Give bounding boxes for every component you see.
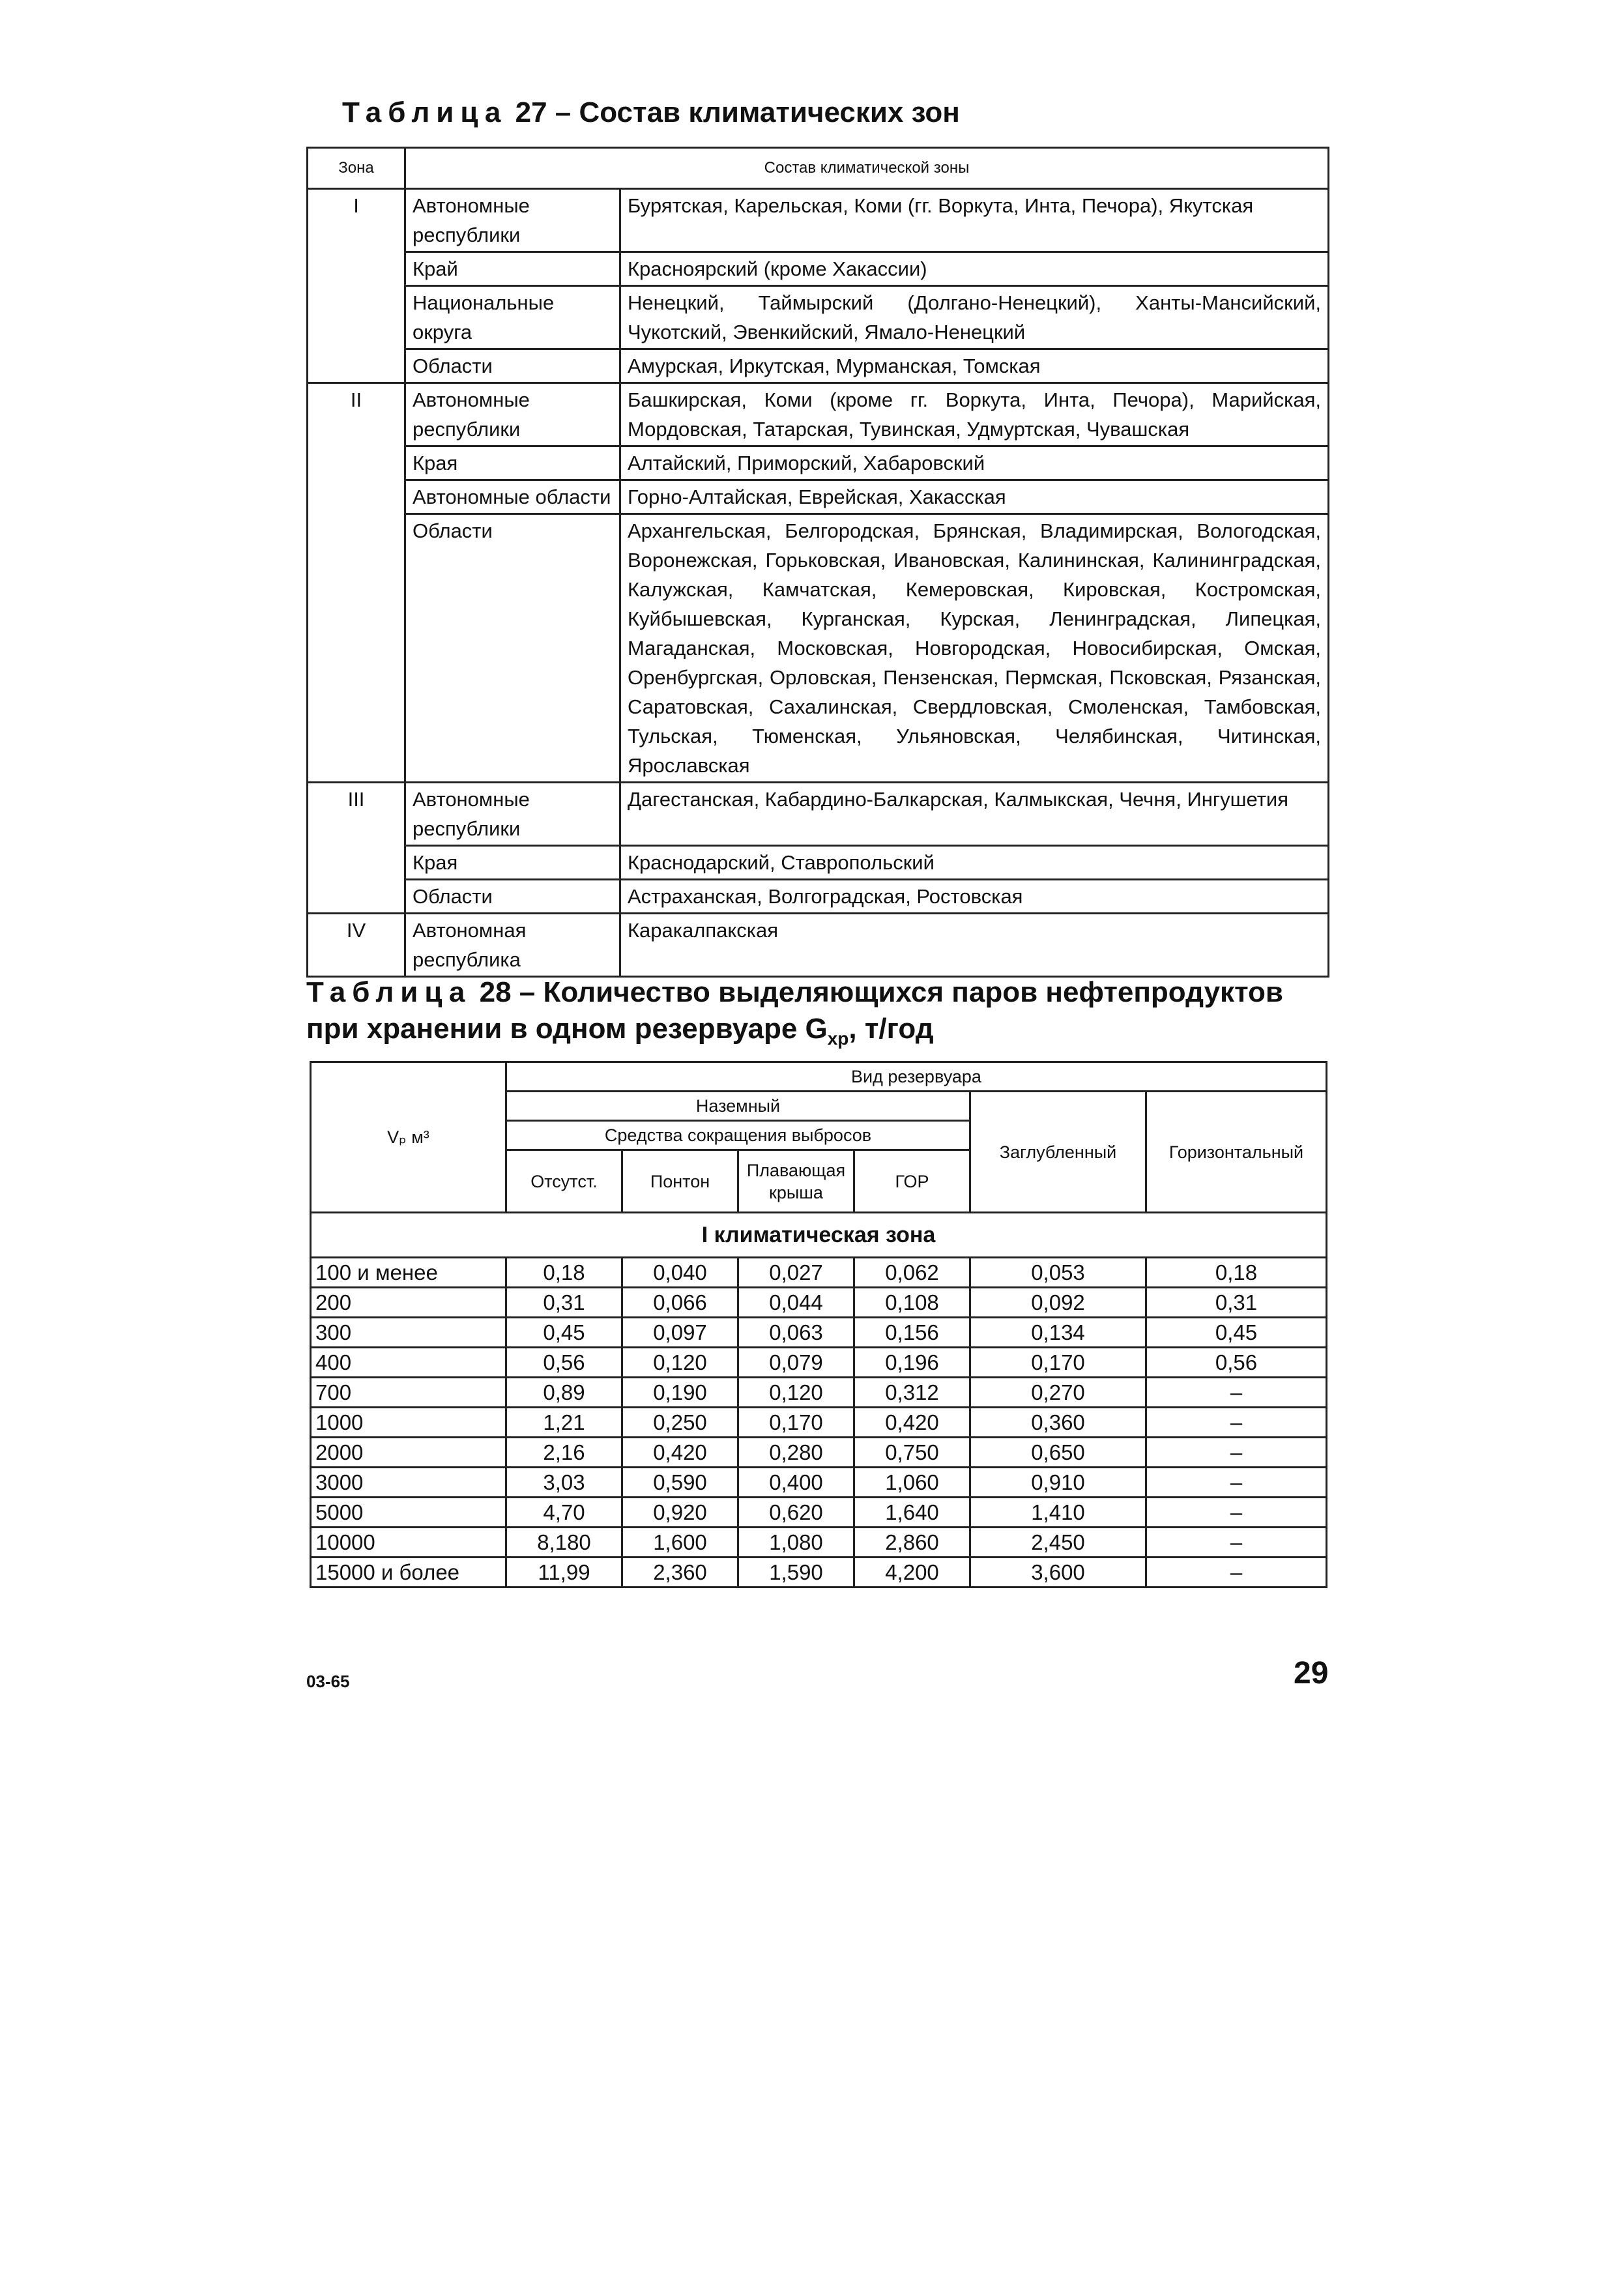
table28-value-cell: 0,170: [738, 1408, 854, 1438]
table28-volume-cell: 300: [311, 1318, 506, 1348]
table28-caption-unit: , т/год: [848, 1013, 934, 1045]
table28-row: [311, 1498, 1327, 1528]
table28-header-volume: Vₚ м³: [311, 1062, 506, 1213]
table27-category-cell: Области: [405, 349, 620, 383]
table27-regions-cell: Каракалпакская: [620, 914, 1329, 977]
table27-category-cell: Край: [405, 252, 620, 286]
table27-row: [308, 252, 1329, 286]
table27-category-cell: Области: [405, 880, 620, 914]
table27-row: [308, 349, 1329, 383]
table27-caption: [342, 94, 960, 131]
table28-row: [311, 1468, 1327, 1498]
table27-zone-cell: [308, 480, 405, 514]
table28-value-cell: 1,060: [854, 1468, 970, 1498]
table27-category-cell: Автономные республики: [405, 383, 620, 446]
table28-header-buried: Заглубленный: [970, 1092, 1146, 1213]
table28-header-floating-roof: Плавающая крыша: [738, 1150, 854, 1213]
table28-value-cell: 0,56: [506, 1348, 622, 1378]
table27-row: [308, 783, 1329, 846]
table27-category-cell: Автономные республики: [405, 783, 620, 846]
table27-regions-cell: Горно-Алтайская, Еврейская, Хакасская: [620, 480, 1329, 514]
table28-caption-line2: при хранении в одном резервуаре G: [306, 1013, 828, 1045]
table28-value-cell: 1,080: [738, 1528, 854, 1558]
table28-header-tank-type: Вид резервуара: [506, 1062, 1327, 1092]
table28-value-cell: 3,600: [970, 1558, 1146, 1588]
document-code: 03-65: [306, 1672, 350, 1691]
table28-value-cell: 0,079: [738, 1348, 854, 1378]
table27-row: [308, 846, 1329, 880]
table28-value-cell: 8,180: [506, 1528, 622, 1558]
table27-caption-prefix: Таблица: [342, 96, 508, 128]
table28-row: [311, 1408, 1327, 1438]
table28-value-cell: 0,650: [970, 1438, 1146, 1468]
table28-value-cell: 0,420: [622, 1438, 738, 1468]
table27-zone-cell: [308, 446, 405, 480]
table28-value-cell: 0,45: [506, 1318, 622, 1348]
table27-regions-cell: Ненецкий, Таймырский (Долгано-Ненецкий), Ханты-Мансийский, Чукотский, Эвенкийский, Ямало-Ненецкий: [620, 286, 1329, 349]
table28-value-cell: 1,590: [738, 1558, 854, 1588]
table28-value-cell: 0,190: [622, 1378, 738, 1408]
table28-volume-cell: 10000: [311, 1528, 506, 1558]
table28-value-cell: 0,620: [738, 1498, 854, 1528]
table28-value-cell: 0,360: [970, 1408, 1146, 1438]
table27-header-zone: Зона: [308, 148, 405, 189]
table27-category-cell: Национальные округа: [405, 286, 620, 349]
table27-zone-cell: [308, 846, 405, 880]
table28-value-cell: 0,097: [622, 1318, 738, 1348]
table28-value-cell: 0,45: [1146, 1318, 1327, 1348]
table27-row: [308, 383, 1329, 446]
table28-value-cell: 2,360: [622, 1558, 738, 1588]
table28-value-cell: 0,027: [738, 1258, 854, 1288]
table28-volume-cell: 1000: [311, 1408, 506, 1438]
table28-value-cell: 2,450: [970, 1528, 1146, 1558]
table28-value-cell: –: [1146, 1408, 1327, 1438]
table28-row: [311, 1258, 1327, 1288]
table27-regions-cell: Астраханская, Волгоградская, Ростовская: [620, 880, 1329, 914]
table28-value-cell: 1,21: [506, 1408, 622, 1438]
table28-volume-cell: 400: [311, 1348, 506, 1378]
table28-volume-cell: 15000 и более: [311, 1558, 506, 1588]
table28-value-cell: 0,053: [970, 1258, 1146, 1288]
table28-header-gor: ГОР: [854, 1150, 970, 1213]
table28-header-pontoon: Понтон: [622, 1150, 738, 1213]
table28-value-cell: –: [1146, 1498, 1327, 1528]
table28-value-cell: 2,16: [506, 1438, 622, 1468]
table27-header-composition: Состав климатической зоны: [405, 148, 1329, 189]
table27-regions-cell: Красноярский (кроме Хакассии): [620, 252, 1329, 286]
table27-category-cell: Области: [405, 514, 620, 783]
table28-value-cell: 0,56: [1146, 1348, 1327, 1378]
table27-row: [308, 480, 1329, 514]
table27-regions-cell: Краснодарский, Ставропольский: [620, 846, 1329, 880]
table28-value-cell: 3,03: [506, 1468, 622, 1498]
table28-value-cell: 0,092: [970, 1288, 1146, 1318]
table28-value-cell: 2,860: [854, 1528, 970, 1558]
table27-row: [308, 286, 1329, 349]
table27-regions-cell: Архангельская, Белгородская, Брянская, Владимирская, Вологодская, Воронежская, Горьковская, Ивановская, Калининская, Калининградская, Калужская, Камчатская, Кемеровская, Кировская, Костромская, Куйбышевская, Курганская, Курская, Ленинградская, Липецкая, Магаданская, Московская, Новгородская, Новосибирская, Омская, Оренбургская, Орловская, Пензенская, Пермская, Псковская, Рязанская, Саратовская, Сахалинская, Свердловская, Смоленская, Тамбовская, Тульская, Тюменская, Ульяновская, Челябинская, Читинская, Ярославская: [620, 514, 1329, 783]
table27-row: [308, 446, 1329, 480]
table27-regions-cell: Амурская, Иркутская, Мурманская, Томская: [620, 349, 1329, 383]
table28-volume-cell: 700: [311, 1378, 506, 1408]
vapor-emissions-table: [310, 1061, 1327, 1588]
table28-value-cell: 0,280: [738, 1438, 854, 1468]
table27-regions-cell: Башкирская, Коми (кроме гг. Воркута, Инта, Печора), Марийская, Мордовская, Татарская, Тувинская, Удмуртская, Чувашская: [620, 383, 1329, 446]
table28-value-cell: –: [1146, 1378, 1327, 1408]
table28-value-cell: 0,044: [738, 1288, 854, 1318]
table27-zone-cell: III: [308, 783, 405, 846]
table27-zone-cell: [308, 286, 405, 349]
table28-value-cell: 4,200: [854, 1558, 970, 1588]
table27-zone-cell: [308, 514, 405, 783]
table27-row: [308, 514, 1329, 783]
table28-volume-cell: 3000: [311, 1468, 506, 1498]
page-number: 29: [1294, 1656, 1329, 1690]
table28-value-cell: –: [1146, 1558, 1327, 1588]
table28-row: [311, 1288, 1327, 1318]
table28-value-cell: 0,312: [854, 1378, 970, 1408]
table27-regions-cell: Алтайский, Приморский, Хабаровский: [620, 446, 1329, 480]
table28-value-cell: 0,108: [854, 1288, 970, 1318]
table28-value-cell: –: [1146, 1438, 1327, 1468]
table27-row: [308, 189, 1329, 252]
table28-header-absent: Отсутст.: [506, 1150, 622, 1213]
table27-header-row: [308, 148, 1329, 189]
table27-category-cell: Автономная республика: [405, 914, 620, 977]
table28-value-cell: 0,134: [970, 1318, 1146, 1348]
table28-value-cell: 0,066: [622, 1288, 738, 1318]
table27-regions-cell: Дагестанская, Кабардино-Балкарская, Калмыкская, Чечня, Ингушетия: [620, 783, 1329, 846]
table28-row: [311, 1438, 1327, 1468]
table27-category-cell: Края: [405, 446, 620, 480]
table28-header-horizontal: Горизонтальный: [1146, 1092, 1327, 1213]
table27-row: [308, 880, 1329, 914]
table28-caption: [306, 974, 1283, 1057]
table28-value-cell: 4,70: [506, 1498, 622, 1528]
table28-header-reduction: Средства сокращения выбросов: [506, 1121, 970, 1150]
table28-volume-cell: 100 и менее: [311, 1258, 506, 1288]
table28-value-cell: 0,590: [622, 1468, 738, 1498]
table28-value-cell: 0,910: [970, 1468, 1146, 1498]
table28-value-cell: 1,600: [622, 1528, 738, 1558]
table28-value-cell: 0,250: [622, 1408, 738, 1438]
table28-volume-cell: 5000: [311, 1498, 506, 1528]
table27-category-cell: Края: [405, 846, 620, 880]
table28-row: [311, 1558, 1327, 1588]
table28-value-cell: 0,18: [506, 1258, 622, 1288]
table27-caption-text: 27 – Состав климатических зон: [515, 96, 960, 128]
table28-caption-prefix: Таблица: [306, 976, 472, 1008]
table28-value-cell: 0,31: [1146, 1288, 1327, 1318]
table28-zone-label: I климатическая зона: [311, 1213, 1327, 1258]
table27-zone-cell: IV: [308, 914, 405, 977]
table28-value-cell: 0,750: [854, 1438, 970, 1468]
table28-value-cell: 0,270: [970, 1378, 1146, 1408]
table27-category-cell: Автономные республики: [405, 189, 620, 252]
table28-value-cell: 0,120: [738, 1378, 854, 1408]
climate-zones-table: [306, 147, 1329, 978]
table28-value-cell: 0,156: [854, 1318, 970, 1348]
table28-volume-cell: 200: [311, 1288, 506, 1318]
table27-zone-cell: I: [308, 189, 405, 252]
table28-row: [311, 1318, 1327, 1348]
table28-value-cell: 1,640: [854, 1498, 970, 1528]
table28-value-cell: 0,196: [854, 1348, 970, 1378]
table28-value-cell: 0,120: [622, 1348, 738, 1378]
table28-volume-cell: 2000: [311, 1438, 506, 1468]
table28-value-cell: –: [1146, 1468, 1327, 1498]
table28-value-cell: 0,170: [970, 1348, 1146, 1378]
table28-row: [311, 1378, 1327, 1408]
table28-value-cell: 0,063: [738, 1318, 854, 1348]
table27-zone-cell: II: [308, 383, 405, 446]
table28-caption-line1: 28 – Количество выделяющихся паров нефтепродуктов: [479, 976, 1283, 1008]
table28-value-cell: 1,410: [970, 1498, 1146, 1528]
table28-caption-subscript: хр: [827, 1028, 849, 1049]
table27-zone-cell: [308, 880, 405, 914]
table28-value-cell: 0,040: [622, 1258, 738, 1288]
table28-value-cell: 0,400: [738, 1468, 854, 1498]
table28-row: [311, 1348, 1327, 1378]
table27-category-cell: Автономные области: [405, 480, 620, 514]
table28-value-cell: 0,18: [1146, 1258, 1327, 1288]
table27-row: [308, 914, 1329, 977]
table28-header-ground: Наземный: [506, 1092, 970, 1121]
table28-value-cell: 11,99: [506, 1558, 622, 1588]
table28-value-cell: –: [1146, 1528, 1327, 1558]
table28-value-cell: 0,89: [506, 1378, 622, 1408]
table28-row: [311, 1528, 1327, 1558]
table28-value-cell: 0,420: [854, 1408, 970, 1438]
table28-value-cell: 0,062: [854, 1258, 970, 1288]
table28-value-cell: 0,31: [506, 1288, 622, 1318]
table27-zone-cell: [308, 252, 405, 286]
table28-value-cell: 0,920: [622, 1498, 738, 1528]
table27-regions-cell: Бурятская, Карельская, Коми (гг. Воркута, Инта, Печора), Якутская: [620, 189, 1329, 252]
table27-zone-cell: [308, 349, 405, 383]
